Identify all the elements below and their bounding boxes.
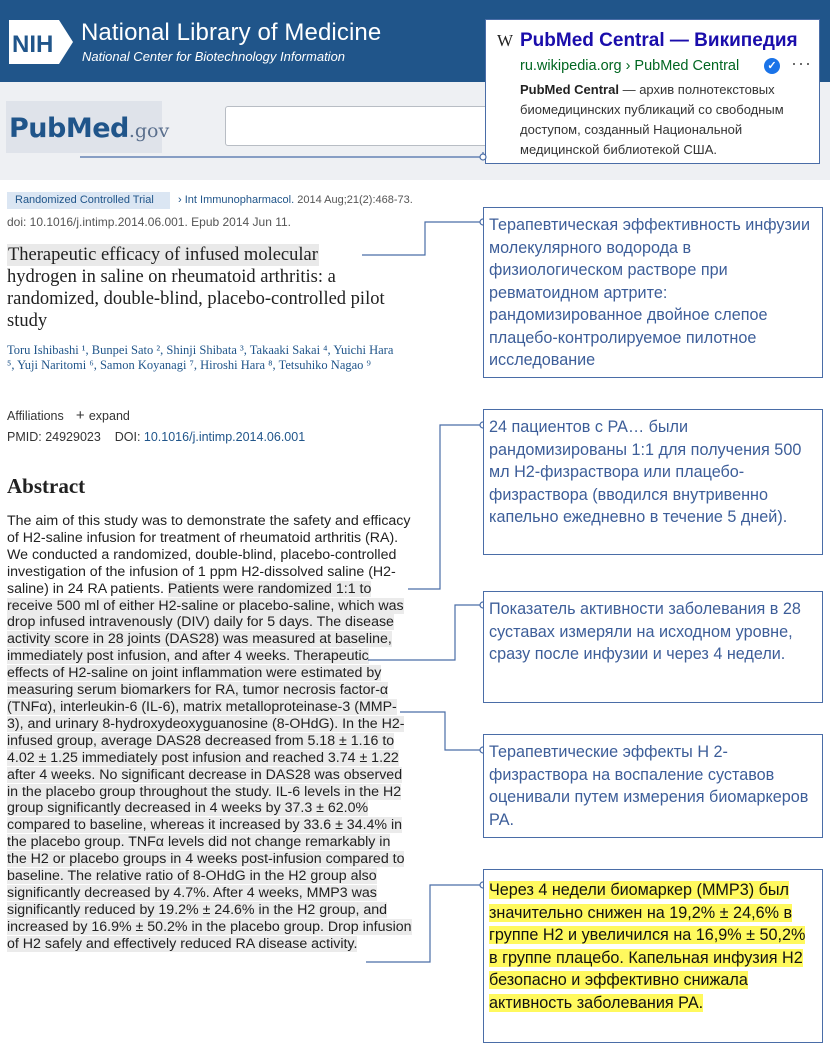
author-list[interactable]: Toru Ishibashi ¹, Bunpei Sato ², Shinji Shibata ³, Takaaki Sakai ⁴, Yuichi Hara ⁵, Yuji Naritomi ⁶, Samon Koyanagi ⁷, Hiroshi Hara ⁸, Tetsuhiko Nagao ⁹ xyxy=(7,343,394,372)
wikipedia-snippet-bold: PubMed Central xyxy=(520,82,619,97)
publication-type-badge[interactable]: Randomized Controlled Trial xyxy=(7,192,170,209)
affiliations-label: Affiliations xyxy=(7,409,64,423)
search-input[interactable] xyxy=(225,106,495,146)
article-title-line1: Therapeutic efficacy of infused molecular xyxy=(8,245,318,265)
wikipedia-w-icon: W xyxy=(497,31,514,50)
plus-icon[interactable]: + xyxy=(71,407,89,424)
journal-link[interactable]: Int Immunopharmacol. xyxy=(184,194,295,206)
pubmed-logo-pub: Pub xyxy=(9,113,66,144)
connector-title xyxy=(362,222,483,255)
abstract-part1: The aim of this study was to demonstrate the safety and efficacy of H2-saline infusion for treatment of rheumatoid arthritis (RA). We conducted a randomized, double-blind, placebo-controlled investigation of the infusion of 1 ppm H2-dissolved saline (H2-saline) in 24 RA patients. xyxy=(7,513,411,597)
citation-details: 2014 Aug;21(2):468-73. xyxy=(294,194,413,206)
pubmed-logo[interactable] xyxy=(6,101,170,153)
abstract-heading: Abstract xyxy=(7,474,86,498)
nih-subtitle: National Center for Biotechnology Information xyxy=(82,49,346,64)
wikipedia-result-card xyxy=(485,19,820,164)
wikipedia-result-url[interactable]: ru.wikipedia.org › PubMed Central xyxy=(520,58,740,74)
wikipedia-result-title[interactable]: PubMed Central — Википедия xyxy=(520,30,798,51)
pubmed-logo-gov: .gov xyxy=(128,120,170,142)
annotation-randomization: 24 пациентов с РА… были рандомизированы 1:1 для получения 500 мл H2-физраствора или плацебо-физраствора (вводился внутривенно капельно ежедневно в течение 5 дней). xyxy=(483,409,823,555)
doi-label: DOI: xyxy=(114,430,141,444)
verified-check-icon: ✓ xyxy=(764,58,780,74)
connector-randomization xyxy=(408,425,483,589)
pmid: PMID: 24929023 xyxy=(7,430,101,444)
expand-button[interactable]: expand xyxy=(88,409,130,423)
journal-citation xyxy=(178,192,413,209)
annotation-biomarkers: Терапевтические эффекты Н 2-физраствора на воспаление суставов оценивали путем измерения биомаркеров РА. xyxy=(483,734,823,838)
annotation-mmp3-text: Через 4 недели биомаркер (ММР3) был значительно снижен на 19,2% ± 24,6% в группе Н2 и увеличился на 16,9% ± 50,2% в группе плацебо. Капельная инфузия Н2 безопасно и эффективно снижала активность заболевания РА. xyxy=(489,881,806,1012)
svg-text:NIH: NIH xyxy=(12,31,54,58)
wikipedia-result-snippet xyxy=(520,80,815,160)
pubmed-logo-med: Med xyxy=(65,113,129,144)
nih-title[interactable]: National Library of Medicine xyxy=(81,19,382,46)
abstract-body xyxy=(7,513,412,953)
doi-epub-line: doi: 10.1016/j.intimp.2014.06.001. Epub 2014 Jun 11. xyxy=(7,215,291,229)
doi-link[interactable]: 10.1016/j.intimp.2014.06.001 xyxy=(143,430,306,444)
affiliations-row xyxy=(7,407,130,424)
nih-logo-icon[interactable] xyxy=(9,20,73,64)
chevron-right-icon: › xyxy=(178,194,185,206)
wikipedia-snippet-text: — архив полнотекстовых биомедицинских публикаций со свободным доступом, созданный Национальной медицинской библиотекой США. xyxy=(520,82,784,157)
abstract-part2-highlighted: Patients were randomized 1:1 to receive 500 ml of either H2-saline or placebo-saline, which was drop infused intravenously (DIV) daily for 5 days. The disease activity score in 28 joints (DAS28) was measured at baseline, immediately post infusion, and after 4 weeks. Therapeutic effects of H2-saline on joint inflammation were estimated by measuring serum biomarkers for RA, tumor necrosis factor-α (TNFα), interleukin-6 (IL-6), matrix metalloproteinase-3 (MMP-3), and urinary 8-hydroxydeoxyguanosine (8-OHdG). In the H2-infused group, average DAS28 decreased from 5.18 ± 1.16 to 4.02 ± 1.25 immediately post infusion and reached 3.74 ± 1.22 after 4 weeks. No significant decrease in DAS28 was observed in the placebo group throughout the study. IL-6 levels in the H2 group significantly decreased in 4 weeks by 37.3 ± 62.0% compared to baseline, whereas it increased by 33.6 ± 34.4% in the placebo group. TNFα levels did not change remarkably in the H2 or placebo groups in 4 weeks post-infusion compared to baseline. The relative ratio of 8-OHdG in the H2 group also significantly decreased by 4.7%. After 4 weeks, MMP3 was significantly reduced by 19.2% ± 24.6% in the H2 group, and increased by 16.9% ± 50.2% in the placebo group. Drop infusion of H2 safely and effectively reduced RA disease activity. xyxy=(7,580,412,952)
more-options-icon[interactable]: ··· xyxy=(791,53,812,73)
annotation-mmp3-result xyxy=(483,869,823,1043)
article-title-rest: hydrogen in saline on rheumatoid arthritis: a randomized, double-blind, placebo-controlled pilot study xyxy=(7,267,385,331)
annotation-das28: Показатель активности заболевания в 28 суставах измеряли на исходном уровне, сразу после инфузии и через 4 недели. xyxy=(483,591,823,703)
connector-biomarkers xyxy=(400,712,483,750)
identifiers-row xyxy=(7,430,305,444)
annotation-title-translation: Терапевтическая эффективность инфузии молекулярного водорода в физиологическом растворе при ревматоидном артрите: рандомизированное двойное слепое плацебо-контролируемое пилотное исследование xyxy=(483,207,823,378)
